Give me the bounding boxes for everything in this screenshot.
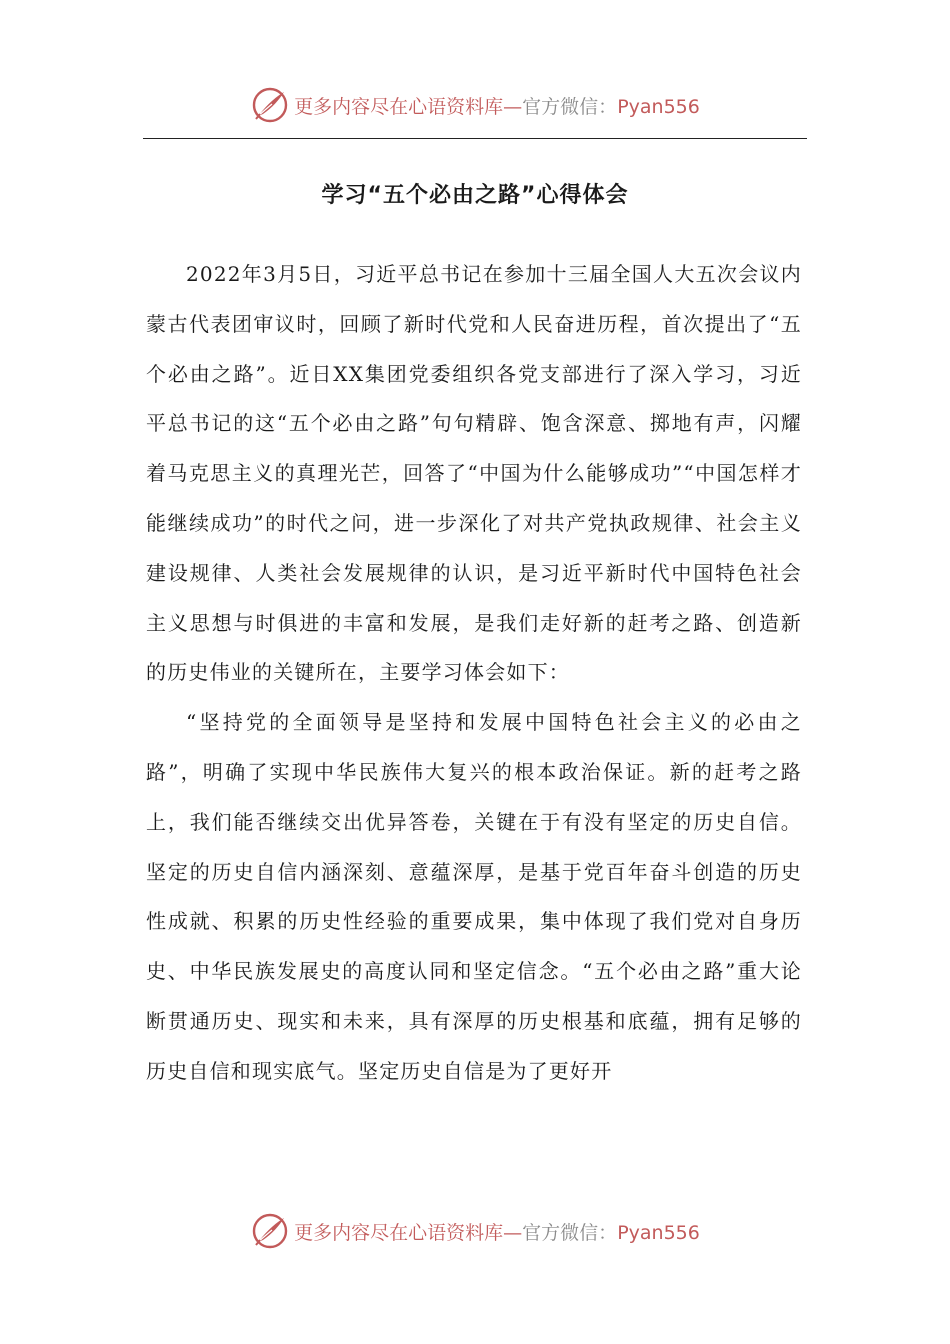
document-body (146, 250, 802, 1097)
header-dash: — (503, 95, 523, 118)
paragraph: 2022年3月5日，习近平总书记在参加十三届全国人大五次会议内蒙古代表团审议时，回顾了新时代党和人民奋进历程，首次提出了“五个必由之路”。近日XX集团党委组织各党支部进行了深入学习，习近平总书记的这“五个必由之路”句句精辟、饱含深意、掷地有声，闪耀着马克思主义的真理光芒，回答了“中国为什么能够成功”“中国怎样才能继续成功”的时代之问，进一步深化了对共产党执政规律、社会主义建设规律、人类社会发展规律的认识，是习近平新时代中国特色社会主义思想与时俱进的丰富和发展，是我们走好新的赶考之路、创造新的历史伟业的关键所在，主要学习体会如下： (146, 262, 802, 685)
header-slogan-text: 更多内容尽在心语资料库 (294, 95, 504, 118)
header-divider (143, 138, 807, 139)
header-banner (0, 80, 950, 130)
header-wechat-id: Pyan556 (617, 95, 700, 118)
quill-logo-icon (250, 85, 290, 125)
quill-logo-icon (250, 1211, 290, 1251)
footer-wechat-id: Pyan556 (617, 1221, 700, 1244)
footer-dash: — (503, 1221, 523, 1244)
document-title: 学习“五个必由之路”心得体会 (321, 183, 629, 208)
footer-banner (0, 1206, 950, 1256)
paragraph: “坚持党的全面领导是坚持和发展中国特色社会主义的必由之路”，明确了实现中华民族伟大复兴的根本政治保证。新的赶考之路上，我们能否继续交出优异答卷，关键在于有没有坚定的历史自信。坚定的历史自信内涵深刻、意蕴深厚，是基于党百年奋斗创造的历史性成就、积累的历史性经验的重要成果，集中体现了我们党对自身历史、中华民族发展史的高度认同和坚定信念。“五个必由之路”重大论断贯通历史、现实和未来，具有深厚的历史根基和底蕴，拥有足够的历史自信和现实底气。坚定历史自信是为了更好开 (146, 710, 802, 1083)
header-wechat-label: 官方微信： (522, 95, 618, 118)
footer-slogan (294, 1218, 700, 1245)
footer-wechat-label: 官方微信： (522, 1221, 618, 1244)
footer-slogan-text: 更多内容尽在心语资料库 (294, 1221, 504, 1244)
header-slogan (294, 92, 700, 119)
